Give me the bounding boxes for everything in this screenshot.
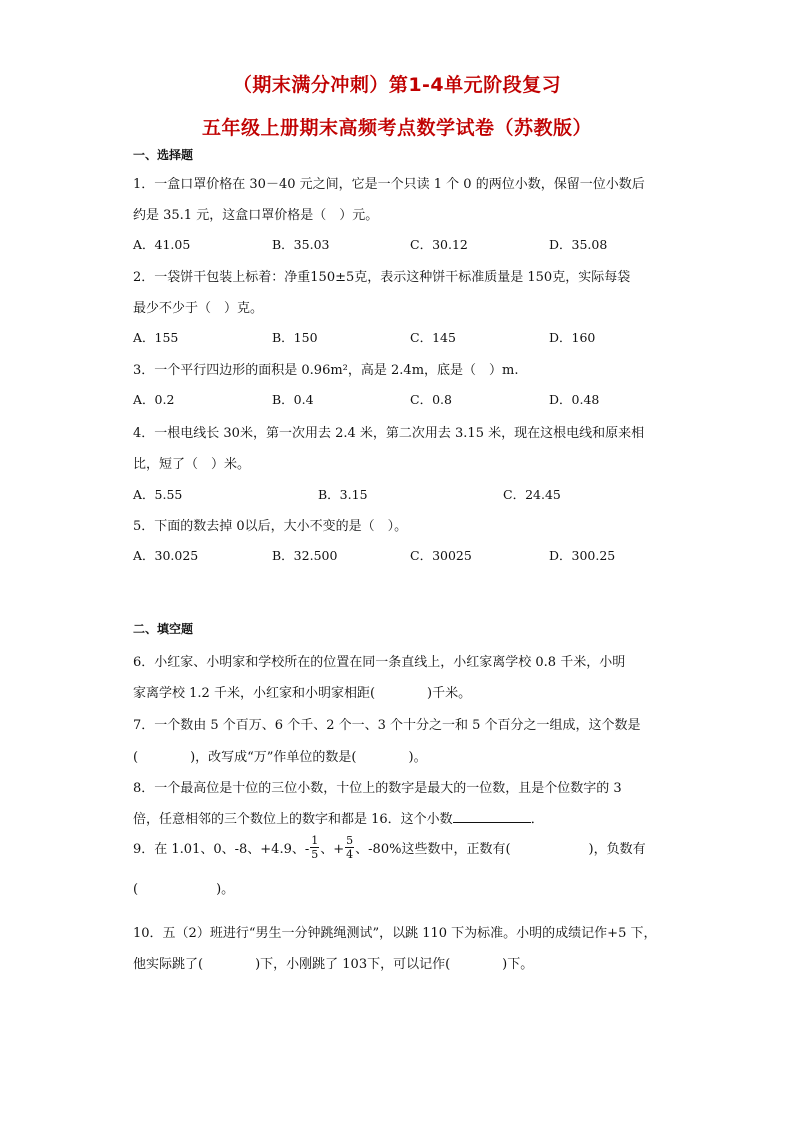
q5-option-a[interactable]: A．30.025: [133, 548, 199, 563]
q3-option-b[interactable]: B．0.4: [272, 392, 314, 407]
q8-answer-blank[interactable]: [453, 810, 531, 823]
q1-option-b[interactable]: B．35.03: [272, 237, 330, 252]
q1-option-d[interactable]: D．35.08: [549, 237, 608, 252]
q1-option-c[interactable]: C．30.12: [410, 237, 468, 252]
q9-text-c: 、-80%这些数中，正数有( )，负数有: [355, 842, 646, 857]
q8-line-1: 8．一个最高位是十位的三位小数，十位上的数字是最大的一位数，且是个位数字的 3: [133, 781, 622, 796]
q4-option-c[interactable]: C．24.45: [503, 487, 561, 502]
q2-option-b[interactable]: B．150: [272, 330, 318, 345]
q5-option-d[interactable]: D．300.25: [549, 548, 616, 563]
q1-line-1: 1．一盒口罩价格在 30－40 元之间，它是一个只读 1 个 0 的两位小数，保留一位小数后: [133, 177, 645, 192]
q6-line-2: 家离学校 1.2 千米，小红家和小明家相距( )千米。: [133, 686, 472, 701]
q5-option-c[interactable]: C．30025: [410, 548, 472, 563]
q8-line-2-end: ．: [530, 812, 544, 827]
q5-option-b[interactable]: B．32.500: [272, 548, 338, 563]
section-heading-choice: 一、选择题: [133, 148, 194, 162]
q3-option-a[interactable]: A．0.2: [133, 392, 175, 407]
q2-line-2: 最少不少于（ ）克。: [133, 301, 264, 316]
q9-frac2-denominator: 4: [346, 848, 354, 861]
q4-line-2: 比，短了（ ）米。: [133, 457, 251, 472]
q9-fraction-one-fifth: [310, 834, 319, 861]
q9-frac1-numerator: 1: [311, 834, 319, 847]
q8-line-2-text: 倍，任意相邻的三个数位上的数字和都是 16．这个小数: [133, 812, 453, 827]
q4-option-b[interactable]: B．3.15: [318, 487, 368, 502]
q10-line-2: 他实际跳了( )下，小刚跳了 103下，可以记作( )下。: [133, 957, 534, 972]
q1-option-a[interactable]: A．41.05: [133, 237, 191, 252]
q3-option-c[interactable]: C．0.8: [410, 392, 452, 407]
q6-line-1: 6．小红家、小明家和学校所在的位置在同一条直线上，小红家离学校 0.8 千米，小明: [133, 655, 626, 670]
q3-line-1: 3．一个平行四边形的面积是 0.96m²，高是 2.4m，底是（ ）m.: [133, 363, 519, 378]
section-heading-fill: 二、填空题: [133, 622, 194, 636]
q4-line-1: 4．一根电线长 30米，第一次用去 2.4 米，第二次用去 3.15 米，现在这根电线和原来相: [133, 426, 645, 441]
q7-line-1: 7．一个数由 5 个百万、6 个千、2 个一、3 个十分之一和 5 个百分之一组成，这个数是: [133, 718, 641, 733]
q9-text-b: 、+: [320, 842, 345, 857]
q2-option-d[interactable]: D．160: [549, 330, 596, 345]
q2-option-a[interactable]: A．155: [133, 330, 179, 345]
q9-line-2: ( )。: [133, 882, 235, 897]
q9-frac2-numerator: 5: [346, 834, 354, 847]
q9-frac1-denominator: 5: [311, 848, 319, 861]
title-line-2: 五年级上册期末高频考点数学试卷（苏教版）: [201, 117, 592, 139]
q8-line-2: [133, 808, 544, 827]
title-line-1: （期末满分冲刺）第1-4单元阶段复习: [232, 74, 562, 96]
q4-option-a[interactable]: A．5.55: [133, 487, 183, 502]
q5-line-1: 5．下面的数去掉 0以后，大小不变的是（ ）。: [133, 519, 408, 534]
q9-fraction-five-fourths: [345, 834, 354, 861]
q2-line-1: 2．一袋饼干包装上标着：净重150±5克，表示这种饼干标准质量是 150克，实际每袋: [133, 270, 631, 285]
q3-option-d[interactable]: D．0.48: [549, 392, 600, 407]
q10-line-1: 10．五（2）班进行“男生一分钟跳绳测试”，以跳 110 下为标准。小明的成绩记作+5 下，: [133, 926, 657, 941]
q9-line-1: [133, 834, 646, 861]
q7-line-2: ( )，改写成“万”作单位的数是( )。: [133, 750, 427, 765]
q1-line-2: 约是 35.1 元，这盒口罩价格是（ ）元。: [133, 208, 379, 223]
q9-text-a: 9．在 1.01、0、-8、+4.9、-: [133, 842, 310, 857]
q2-option-c[interactable]: C．145: [410, 330, 456, 345]
